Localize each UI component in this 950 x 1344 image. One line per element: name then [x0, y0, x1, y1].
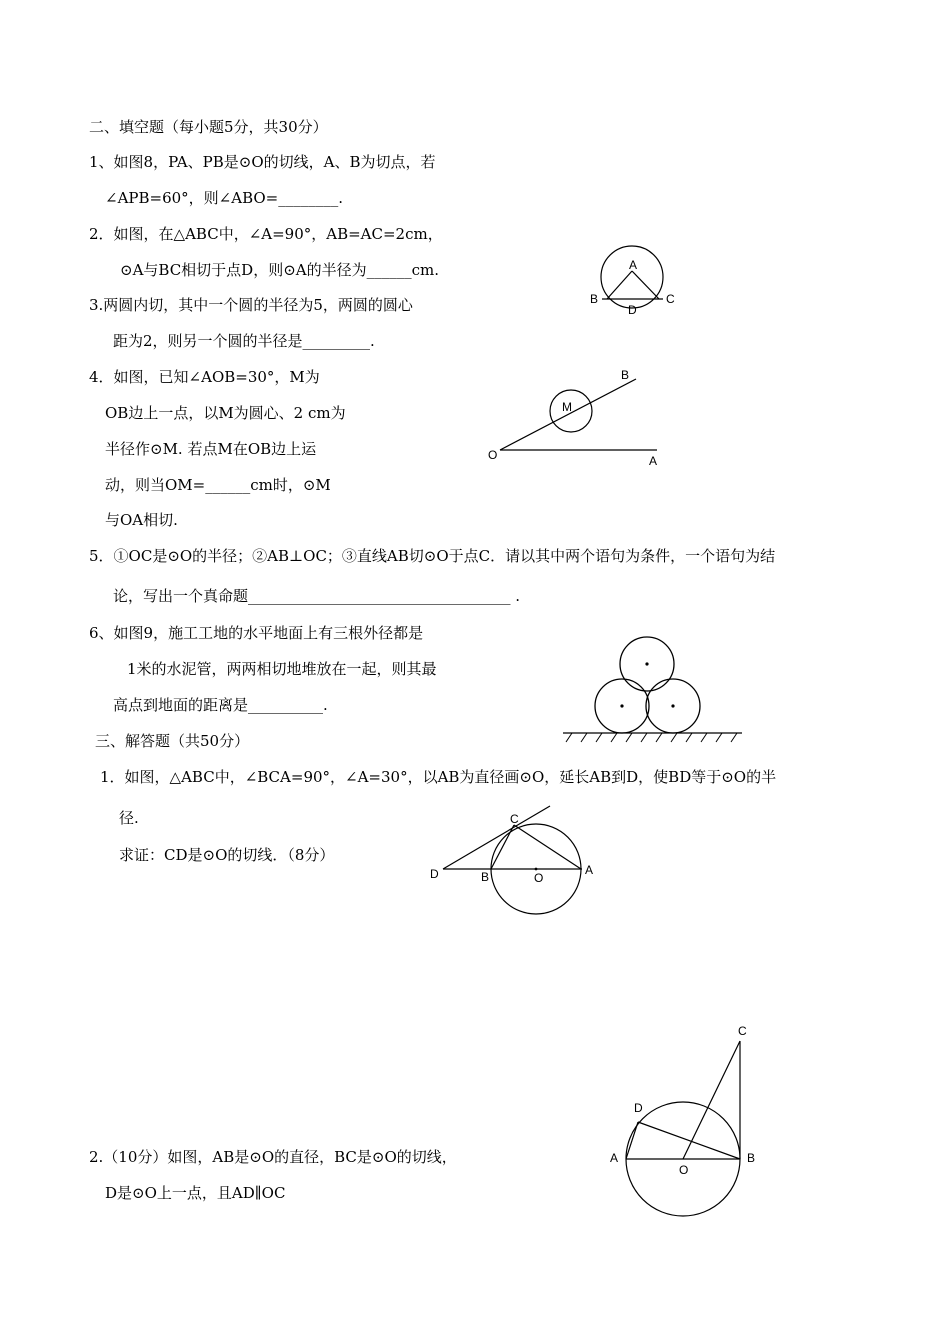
- problem-2-line-2: D是⊙O上一点，且AD∥OC: [105, 1184, 286, 1202]
- problem-1-line-2: 径.: [119, 809, 139, 827]
- label-a: A: [610, 1151, 619, 1165]
- question-3-line-1: 3.两圆内切，其中一个圆的半径为5，两圆的圆心: [89, 296, 413, 314]
- section-3-heading: 三、解答题（共50分）: [95, 732, 250, 750]
- problem-1-line-3: 求证：CD是⊙O的切线．（8分）: [119, 846, 335, 864]
- question-3-line-2: 距为2，则另一个圆的半径是_________.: [113, 332, 375, 350]
- question-4-line-2: OB边上一点，以M为圆心、2 cm为: [105, 404, 346, 422]
- question-5-line-2: 论，写出一个真命题___________________________________ .: [113, 587, 521, 605]
- question-6-line-1: 6、如图9，施工工地的水平地面上有三根外径都是: [89, 624, 424, 642]
- figure-question-2: [585, 233, 685, 323]
- problem-1-line-1: 1．如图，△ABC中，∠BCA=90°，∠A=30°，以AB为直径画⊙O，延长AB到D，使BD等于⊙O的半: [100, 768, 777, 786]
- question-4-line-4: 动，则当OM=______cm时，⊙M: [105, 476, 331, 494]
- question-4-line-5: 与OA相切.: [105, 511, 178, 529]
- label-b: B: [747, 1151, 756, 1165]
- question-2-line-1: 2．如图，在△ABC中，∠A=90°，AB=AC=2cm，: [89, 225, 443, 243]
- label-d: D: [430, 867, 439, 881]
- label-a: A: [585, 863, 594, 877]
- figure-problem-2: [605, 1018, 775, 1223]
- ground-hatching: [566, 733, 737, 742]
- segment-ac: [632, 271, 659, 299]
- label-d: D: [634, 1101, 643, 1115]
- label-a: A: [629, 258, 638, 272]
- label-a: A: [649, 454, 658, 468]
- question-5-line-1: 5．①OC是⊙O的半径；②AB⊥OC；③直线AB切⊙O于点C．请以其中两个语句为条件，一个语句为结: [89, 547, 776, 565]
- figure-question-6-pipes: [560, 630, 750, 748]
- segment-ab: [607, 271, 632, 299]
- label-c: C: [738, 1024, 747, 1038]
- label-m: M: [562, 400, 572, 414]
- figure-question-4: [485, 363, 670, 473]
- question-4-line-3: 半径作⊙M. 若点M在OB边上运: [105, 440, 317, 458]
- segment-ca: [514, 825, 581, 869]
- question-6-line-2: 1米的水泥管，两两相切地堆放在一起，则其最: [127, 660, 437, 678]
- label-o: O: [534, 871, 544, 885]
- question-1-line-1: 1、如图8，PA、PB是⊙O的切线，A、B为切点，若: [89, 153, 436, 171]
- label-c: C: [666, 292, 675, 306]
- label-b: B: [481, 870, 490, 884]
- label-c: C: [510, 812, 519, 826]
- question-2-line-2: ⊙A与BC相切于点D，则⊙A的半径为______cm.: [120, 261, 440, 279]
- label-b: B: [590, 292, 599, 306]
- question-6-line-3: 高点到地面的距离是__________.: [113, 696, 328, 714]
- segment-ad: [626, 1122, 638, 1159]
- label-d: D: [628, 303, 637, 317]
- label-o: O: [488, 448, 498, 462]
- problem-2-line-1: 2.（10分）如图，AB是⊙O的直径，BC是⊙O的切线，: [89, 1148, 457, 1166]
- question-4-line-1: 4．如图，已知∠AOB=30°，M为: [89, 368, 320, 386]
- segment-cb: [491, 825, 514, 869]
- label-b: B: [621, 368, 630, 382]
- segment-db: [638, 1122, 740, 1159]
- question-1-line-2: ∠APB=60°，则∠ABO=________.: [105, 189, 344, 207]
- figure-problem-1: [425, 805, 605, 917]
- label-o: O: [679, 1163, 689, 1177]
- section-2-heading: 二、填空题（每小题5分，共30分）: [89, 118, 328, 136]
